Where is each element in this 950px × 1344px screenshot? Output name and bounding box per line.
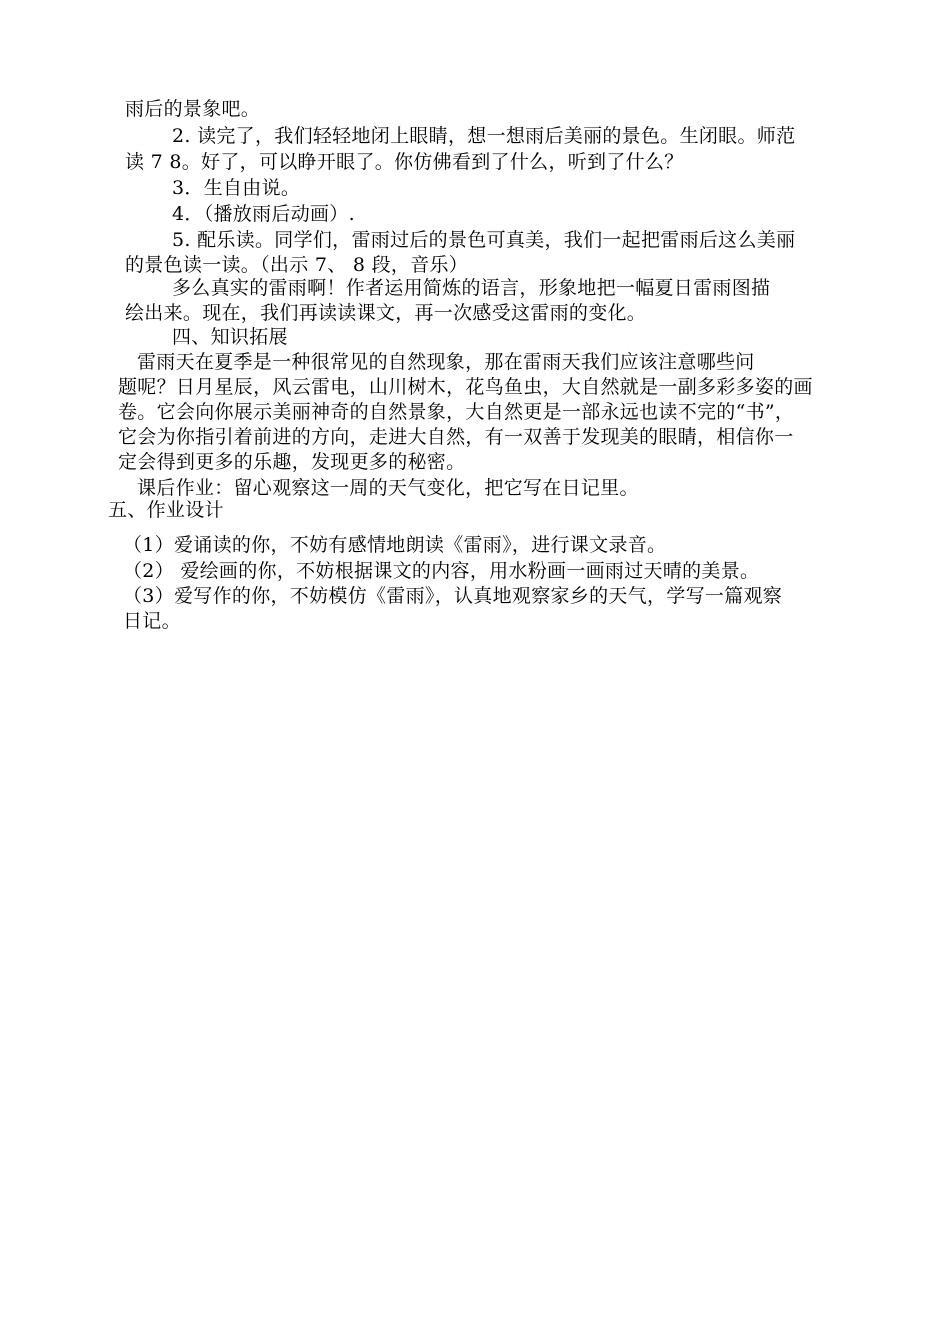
text-line: 绘出来。现在，我们再读读课文，再一次感受这雷雨的变化。 — [125, 302, 647, 324]
text-line: 卷。它会向你展示美丽神奇的自然景象，大自然更是一部永远也读不完的“书”， — [118, 401, 795, 423]
text-line: 日记。 — [123, 610, 181, 632]
text-line: 定会得到更多的乐趣，发现更多的秘密。 — [118, 451, 466, 473]
text-line: 课后作业：留心观察这一周的天气变化，把它写在日记里。 — [137, 477, 639, 499]
text-line: 雷雨天在夏季是一种很常见的自然现象，那在雷雨天我们应该注意哪些问 — [137, 351, 755, 373]
text-line: 雨后的景象吧。 — [125, 98, 261, 120]
text-line: 题呢？日月星辰，风云雷电，山川树木，花鸟鱼虫，大自然就是一副多彩多姿的画 — [118, 376, 813, 398]
list-item: （1）爱诵读的你，不妨有感情地朗读《雷雨》，进行课文录音。 — [123, 534, 667, 556]
text-line: 读 7 8。好了，可以睁开眼了。你仿佛看到了什么，听到了什么？ — [125, 151, 684, 173]
text-line: 4．（播放雨后动画）. — [172, 203, 355, 225]
list-item: （3）爱写作的你，不妨模仿《雷雨》，认真地观察家乡的天气，学写一篇观察 — [123, 585, 783, 607]
text-line: 5. 配乐读。同学们，雷雨过后的景色可真美，我们一起把雷雨后这么美丽 — [172, 229, 796, 251]
text-line: 它会为你指引着前进的方向，走进大自然，有一双善于发现美的眼睛，相信你一 — [118, 426, 794, 448]
section-heading: 四、知识拓展 — [172, 326, 288, 348]
text-line: 的景色读一读。（出示 7、 8 段，音乐） — [125, 254, 469, 276]
text-line: 2. 读完了，我们轻轻地闭上眼睛，想一想雨后美丽的景色。生闭眼。师范 — [172, 125, 796, 147]
text-line: 3．生自由说。 — [172, 177, 301, 199]
section-heading: 五、作业设计 — [108, 499, 224, 521]
list-item: （2） 爱绘画的你，不妨根据课文的内容，用水粉画一画雨过天晴的美景。 — [123, 560, 760, 582]
text-line: 多么真实的雷雨啊！作者运用简炼的语言，形象地把一幅夏日雷雨图描 — [172, 277, 771, 299]
